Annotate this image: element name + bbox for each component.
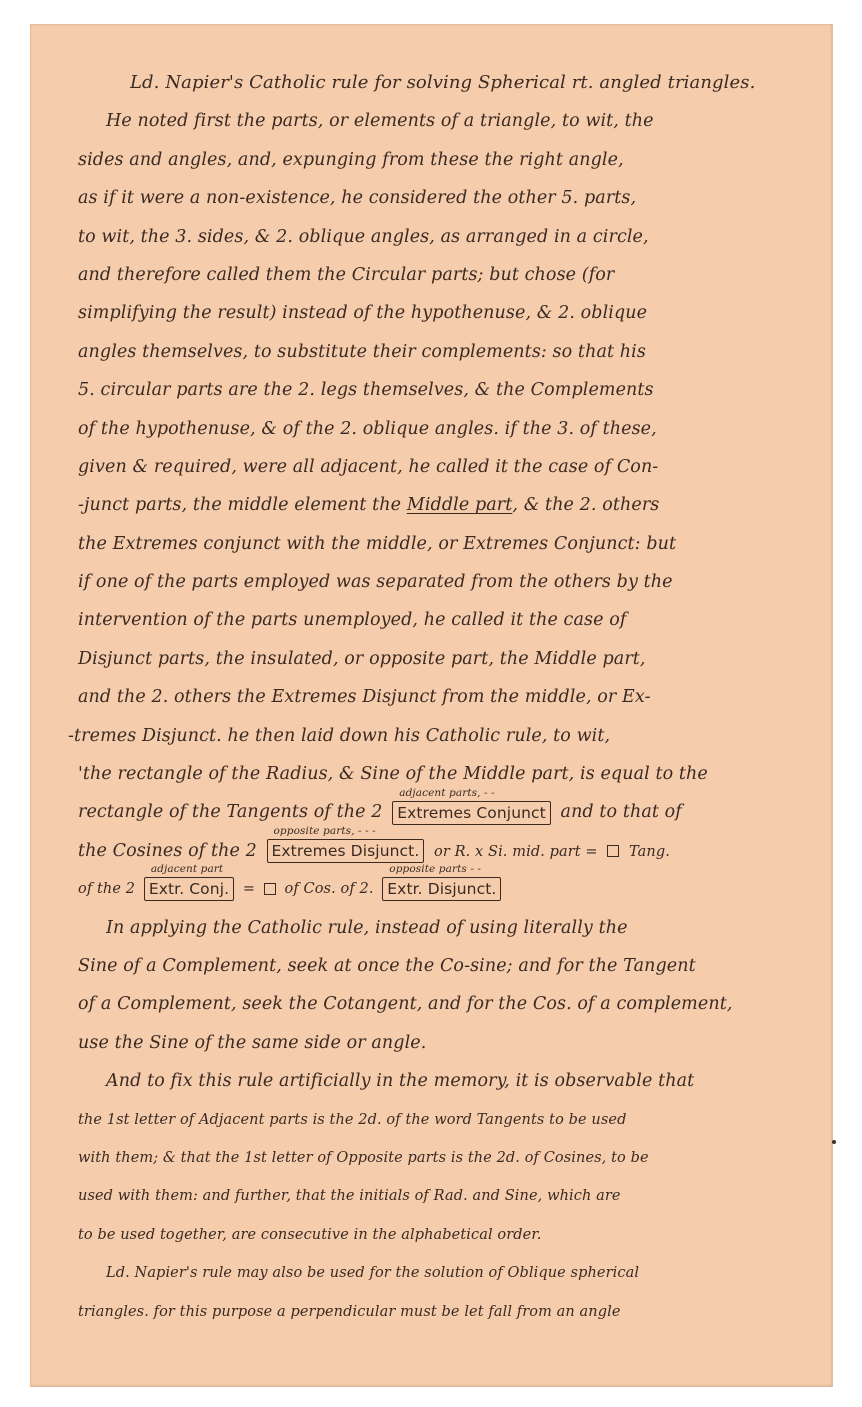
adjacent-part-annotation: adjacent part xyxy=(150,863,224,876)
stray-ink-dot xyxy=(832,1140,836,1144)
text-line: the Extremes conjunct with the middle, or Extremes Conjunct: but xyxy=(78,533,677,554)
manuscript-title: Ld. Napier's Catholic rule for solving Spherical rt. angled triangles. xyxy=(130,72,756,93)
extr-disjunct-text: Extr. Disjunct. xyxy=(387,880,497,899)
text-line: with them; & that the 1st letter of Opposite parts is the 2d. of Cosines, to be xyxy=(78,1149,649,1166)
extremes-disjunct-text: Extremes Disjunct. xyxy=(271,842,420,861)
rule-quote-line: 'the rectangle of the Radius, & Sine of the Middle part, is equal to the xyxy=(78,764,708,785)
text-line: and therefore called them the Circular parts; but chose (for xyxy=(78,264,615,285)
formula-line-abbrev xyxy=(78,863,808,908)
text-line: of the hypothenuse, & of the 2. oblique angles. if the 3. of these, xyxy=(78,418,657,439)
text-line: Sine of a Complement, seek at once the Co-sine; and for the Tangent xyxy=(78,955,696,976)
adjacent-parts-annotation: adjacent parts, - - xyxy=(399,786,495,799)
text-line: use the Sine of the same side or angle. xyxy=(78,1032,427,1053)
text-segment: , & the 2. others xyxy=(512,495,660,516)
opposite-parts-annotation: opposite parts, - - - xyxy=(273,825,376,838)
text-line: of a Complement, seek the Cotangent, and for the Cos. of a complement, xyxy=(78,994,733,1015)
extr-conj-bracket xyxy=(144,863,234,901)
text-line: sides and angles, and, expunging from these the right angle, xyxy=(78,149,624,170)
manuscript-text xyxy=(68,64,808,1331)
text-segment: or R. x Si. mid. part = xyxy=(434,843,598,860)
text-segment: and to that of xyxy=(560,802,682,823)
text-line: and the 2. others the Extremes Disjunct from the middle, or Ex- xyxy=(78,687,651,708)
text-line: triangles. for this purpose a perpendicular must be let fall from an angle xyxy=(78,1303,621,1320)
text-segment: Tang. xyxy=(629,843,670,860)
text-line: He noted first the parts, or elements of a triangle, to wit, the xyxy=(106,111,654,132)
text-line: angles themselves, to substitute their complements: so that his xyxy=(78,341,646,362)
text-line: -tremes Disjunct. he then laid down his Catholic rule, to wit, xyxy=(68,725,611,746)
text-line: simplifying the result) instead of the hypothenuse, & 2. oblique xyxy=(78,303,648,324)
text-segment: of Cos. of 2. xyxy=(284,881,374,898)
extremes-conjunct-bracket xyxy=(392,786,551,825)
text-line: as if it were a non-existence, he considered the other 5. parts, xyxy=(78,188,637,209)
text-line: 5. circular parts are the 2. legs themselves, & the Complements xyxy=(78,380,654,401)
text-line: intervention of the parts unemployed, he called it the case of xyxy=(78,610,627,631)
text-line: used with them: and further, that the initials of Rad. and Sine, which are xyxy=(78,1188,621,1205)
manuscript-page xyxy=(30,24,833,1387)
rectangle-symbol-icon xyxy=(264,883,276,895)
extr-disjunct-bracket xyxy=(382,863,501,901)
text-line: In applying the Catholic rule, instead of using literally the xyxy=(106,917,628,938)
formula-line-tangents xyxy=(78,786,808,831)
rectangle-symbol-icon xyxy=(607,845,619,857)
text-line: the 1st letter of Adjacent parts is the 2d. of the word Tangents to be used xyxy=(78,1111,627,1128)
extr-conj-text: Extr. Conj. xyxy=(148,880,230,899)
text-line: Disjunct parts, the insulated, or opposite part, the Middle part, xyxy=(78,648,646,669)
text-line xyxy=(78,486,808,524)
text-line: Ld. Napier's rule may also be used for the solution of Oblique spherical xyxy=(106,1265,640,1282)
extremes-disjunct-bracket xyxy=(267,825,425,863)
text-segment: of the 2 xyxy=(78,881,136,898)
text-line: given & required, were all adjacent, he called it the case of Con- xyxy=(78,456,659,477)
equals-sign: = xyxy=(242,881,256,898)
opposite-parts-annotation: opposite parts - - xyxy=(389,863,482,876)
text-segment: rectangle of the Tangents of the 2 xyxy=(78,802,383,823)
extremes-conjunct-text: Extremes Conjunct xyxy=(397,803,546,822)
text-line: to wit, the 3. sides, & 2. oblique angles, as arranged in a circle, xyxy=(78,226,649,247)
text-line: to be used together, are consecutive in the alphabetical order. xyxy=(78,1226,542,1243)
text-segment: the Cosines of the 2 xyxy=(78,840,257,861)
text-line: if one of the parts employed was separated from the others by the xyxy=(78,572,673,593)
middle-part-underlined: Middle part xyxy=(406,495,513,516)
text-segment: -junct parts, the middle element the xyxy=(78,495,402,516)
text-line: And to fix this rule artificially in the memory, it is observable that xyxy=(106,1071,695,1092)
